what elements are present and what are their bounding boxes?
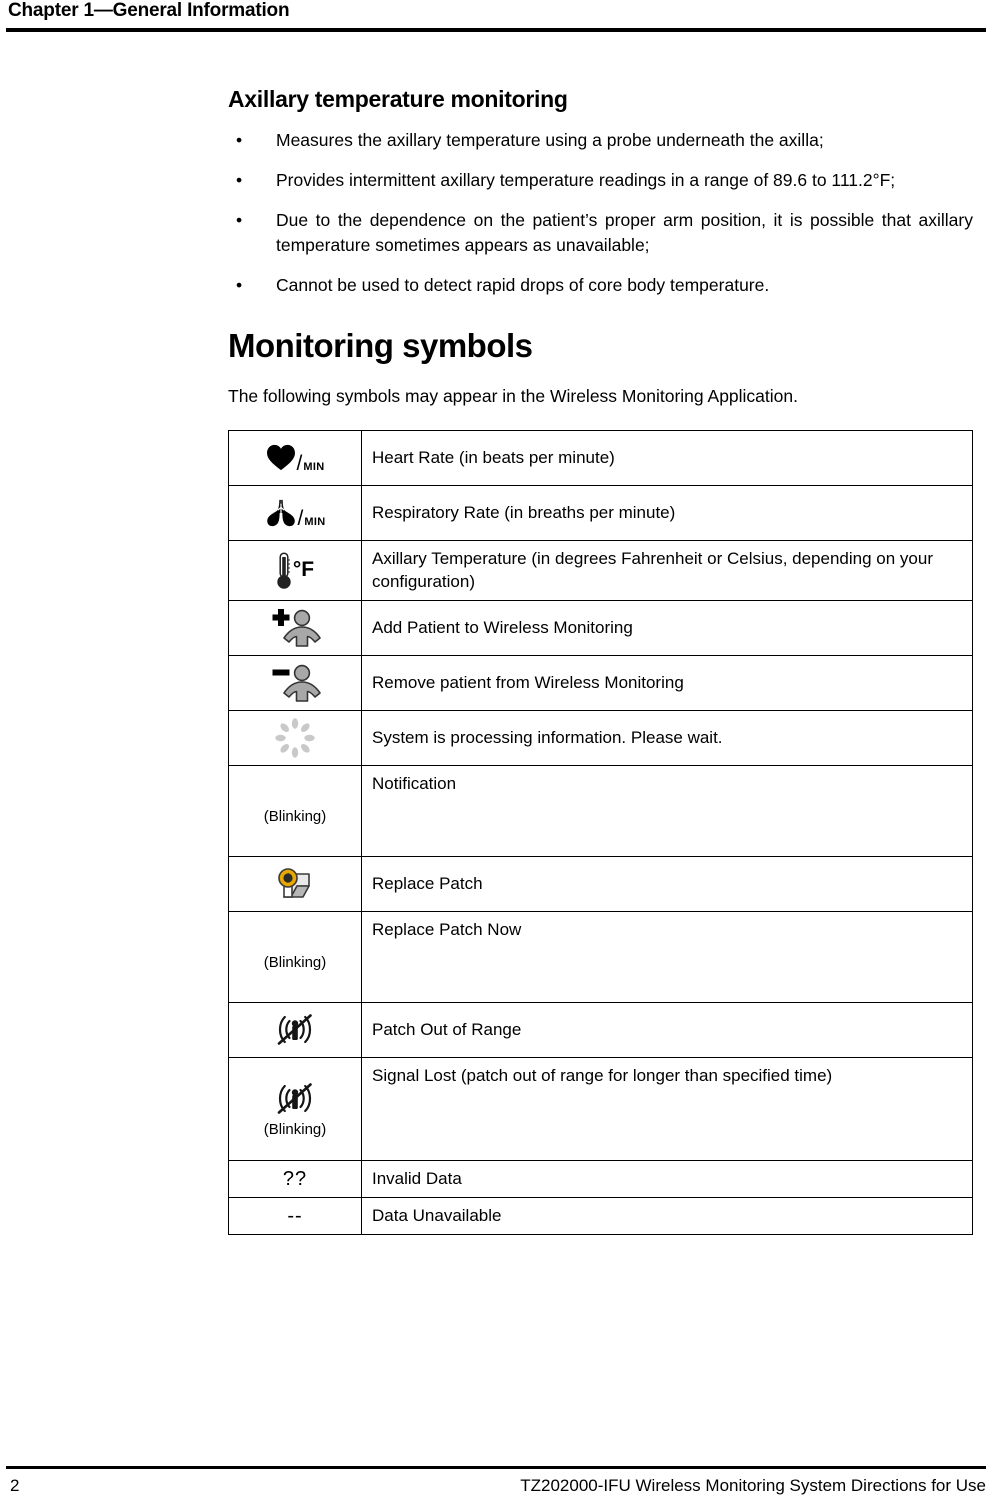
table-row <box>229 541 973 600</box>
blinking-note: (Blinking) <box>263 807 327 825</box>
symbol-cell <box>229 710 362 765</box>
per-slash: / <box>296 452 303 476</box>
symbol-cell <box>229 1002 362 1057</box>
blinking-note: (Blinking) <box>263 1120 327 1138</box>
unit-label: MIN <box>303 461 325 474</box>
list-item-text: Due to the dependence on the patient’s proper arm position, it is possible that axillary temperature sometimes appears as unavailable; <box>276 210 973 255</box>
symbol-cell <box>229 486 362 541</box>
unit-label: °F <box>292 557 315 581</box>
symbol-cell <box>229 541 362 600</box>
list-item <box>228 168 973 193</box>
footer-rule <box>6 1466 986 1469</box>
symbol-description: Heart Rate (in beats per minute) <box>362 431 973 486</box>
symbol-description: Replace Patch <box>362 856 973 911</box>
symbol-description: Add Patient to Wireless Monitoring <box>362 600 973 655</box>
heart-rate-icon <box>266 444 296 472</box>
footer-document-title: TZ202000-IFU Wireless Monitoring System Directions for Use <box>520 1476 986 1495</box>
symbols-table-body <box>229 431 973 1234</box>
symbol-description: Invalid Data <box>362 1160 973 1197</box>
symbol-description: System is processing information. Please wait. <box>362 710 973 765</box>
symbol-cell <box>229 911 362 1002</box>
page-footer <box>0 1440 998 1502</box>
symbol-cell <box>229 1197 362 1234</box>
unit-label: MIN <box>304 516 326 529</box>
symbol-cell <box>229 600 362 655</box>
symbol-description: Respiratory Rate (in breaths per minute) <box>362 486 973 541</box>
table-row <box>229 765 973 856</box>
symbol-cell <box>229 765 362 856</box>
table-row <box>229 431 973 486</box>
list-item-text: Cannot be used to detect rapid drops of core body temperature. <box>276 274 770 295</box>
add-patient-icon <box>269 607 321 649</box>
table-row <box>229 1197 973 1234</box>
thermometer-icon <box>276 552 292 590</box>
data-unavailable-symbol: -- <box>287 1204 303 1227</box>
symbol-description: Signal Lost (patch out of range for longer than specified time) <box>362 1057 973 1160</box>
section-heading-monitoring-symbols: Monitoring symbols <box>228 326 533 364</box>
lungs-icon <box>265 498 297 528</box>
page-content <box>228 86 973 1235</box>
list-item-text: Provides intermittent axillary temperature readings in a range of 89.6 to 111.2°F; <box>276 170 896 191</box>
list-item-text: Measures the axillary temperature using a probe underneath the axilla; <box>276 130 824 151</box>
bullet-marker: • <box>236 274 243 295</box>
table-row <box>229 911 973 1002</box>
monitoring-symbols-table <box>228 430 973 1234</box>
axillary-bullet-list <box>228 128 973 297</box>
bullet-marker: • <box>236 170 243 191</box>
header-rule <box>6 28 986 32</box>
list-item <box>228 128 973 153</box>
table-row <box>229 655 973 710</box>
list-item <box>228 273 973 298</box>
symbol-description: Remove patient from Wireless Monitoring <box>362 655 973 710</box>
table-row <box>229 1002 973 1057</box>
table-row <box>229 1057 973 1160</box>
section-heading-axillary: Axillary temperature monitoring <box>228 86 568 112</box>
list-item <box>228 208 973 258</box>
symbol-cell <box>229 1057 362 1160</box>
table-row <box>229 856 973 911</box>
chapter-title-running-head: Chapter 1—General Information <box>8 0 290 21</box>
symbol-cell <box>229 1160 362 1197</box>
bullet-marker: • <box>236 130 243 151</box>
page-number: 2 <box>10 1476 20 1495</box>
symbol-description: Replace Patch Now <box>362 911 973 1002</box>
table-row <box>229 486 973 541</box>
bullet-marker: • <box>236 210 243 231</box>
symbol-cell <box>229 655 362 710</box>
patch-out-of-range-icon <box>275 1012 315 1048</box>
symbol-description: Axillary Temperature (in degrees Fahrenheit or Celsius, depending on your configuration) <box>362 541 973 600</box>
table-row <box>229 600 973 655</box>
symbol-cell <box>229 431 362 486</box>
per-slash: / <box>297 507 304 531</box>
table-row <box>229 1160 973 1197</box>
table-row <box>229 710 973 765</box>
symbol-cell <box>229 856 362 911</box>
invalid-data-symbol: ?? <box>282 1167 308 1190</box>
blinking-note: (Blinking) <box>263 953 327 971</box>
symbol-description: Notification <box>362 765 973 856</box>
spinner-icon <box>274 717 316 759</box>
page-header <box>0 0 998 42</box>
symbol-description: Patch Out of Range <box>362 1002 973 1057</box>
signal-lost-icon <box>275 1081 315 1117</box>
symbol-description: Data Unavailable <box>362 1197 973 1234</box>
monitoring-intro-text: The following symbols may appear in the Wireless Monitoring Application. <box>228 385 798 406</box>
remove-patient-icon <box>269 662 321 704</box>
replace-patch-icon <box>273 864 317 904</box>
